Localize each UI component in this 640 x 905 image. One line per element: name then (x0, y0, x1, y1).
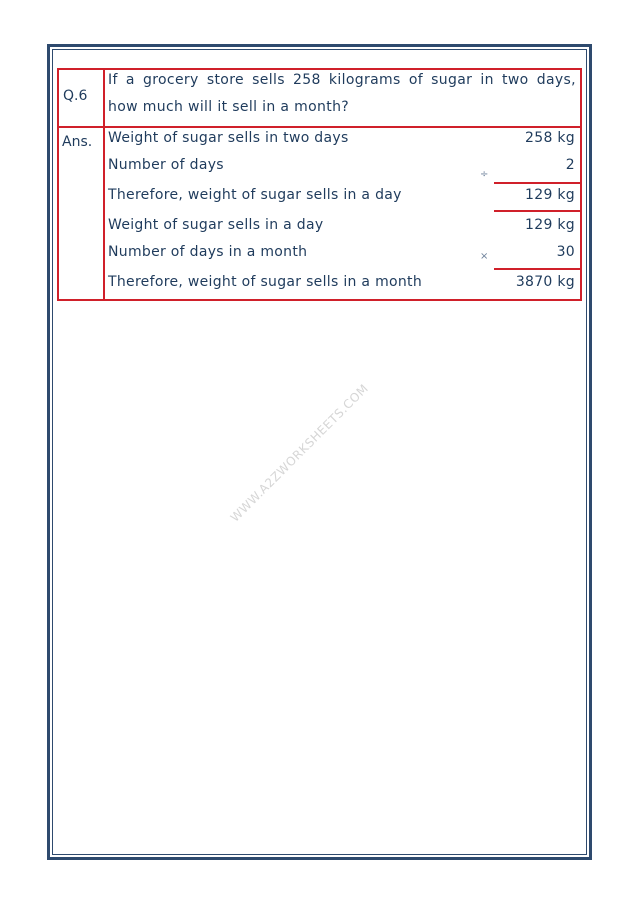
answer-row-label: Number of days (108, 157, 224, 173)
answer-row-value: 129 kg (525, 217, 575, 233)
answer-row-label: Number of days in a month (108, 244, 308, 260)
question-text-line2: how much will it sell in a month? (108, 99, 350, 115)
answer-row-label: Weight of sugar sells in two days (108, 130, 349, 146)
answer-row-value: 129 kg (525, 187, 575, 203)
answer-row-value: 30 (556, 244, 575, 260)
calculation-rule (494, 182, 580, 184)
divide-symbol: ÷ (480, 169, 489, 180)
question-divider (59, 126, 580, 128)
answer-row-label: Therefore, weight of sugar sells in a month (108, 274, 423, 290)
answer-row-value: 3870 kg (515, 274, 575, 290)
answer-row-label: Therefore, weight of sugar sells in a day (108, 187, 402, 203)
watermark: WWW.A2ZWORKSHEETS.COM (227, 381, 372, 525)
answer-label: Ans. (62, 134, 93, 150)
answer-row-value: 2 (565, 157, 575, 173)
question-text-line1: If a grocery store sells 258 kilograms of sugar in two days, (108, 72, 576, 88)
answer-row-value: 258 kg (525, 130, 575, 146)
calculation-rule (494, 210, 580, 212)
multiply-symbol: × (480, 251, 489, 262)
column-divider (103, 70, 105, 299)
question-number: Q.6 (63, 88, 88, 104)
calculation-rule (494, 268, 580, 270)
answer-row-label: Weight of sugar sells in a day (108, 217, 324, 233)
